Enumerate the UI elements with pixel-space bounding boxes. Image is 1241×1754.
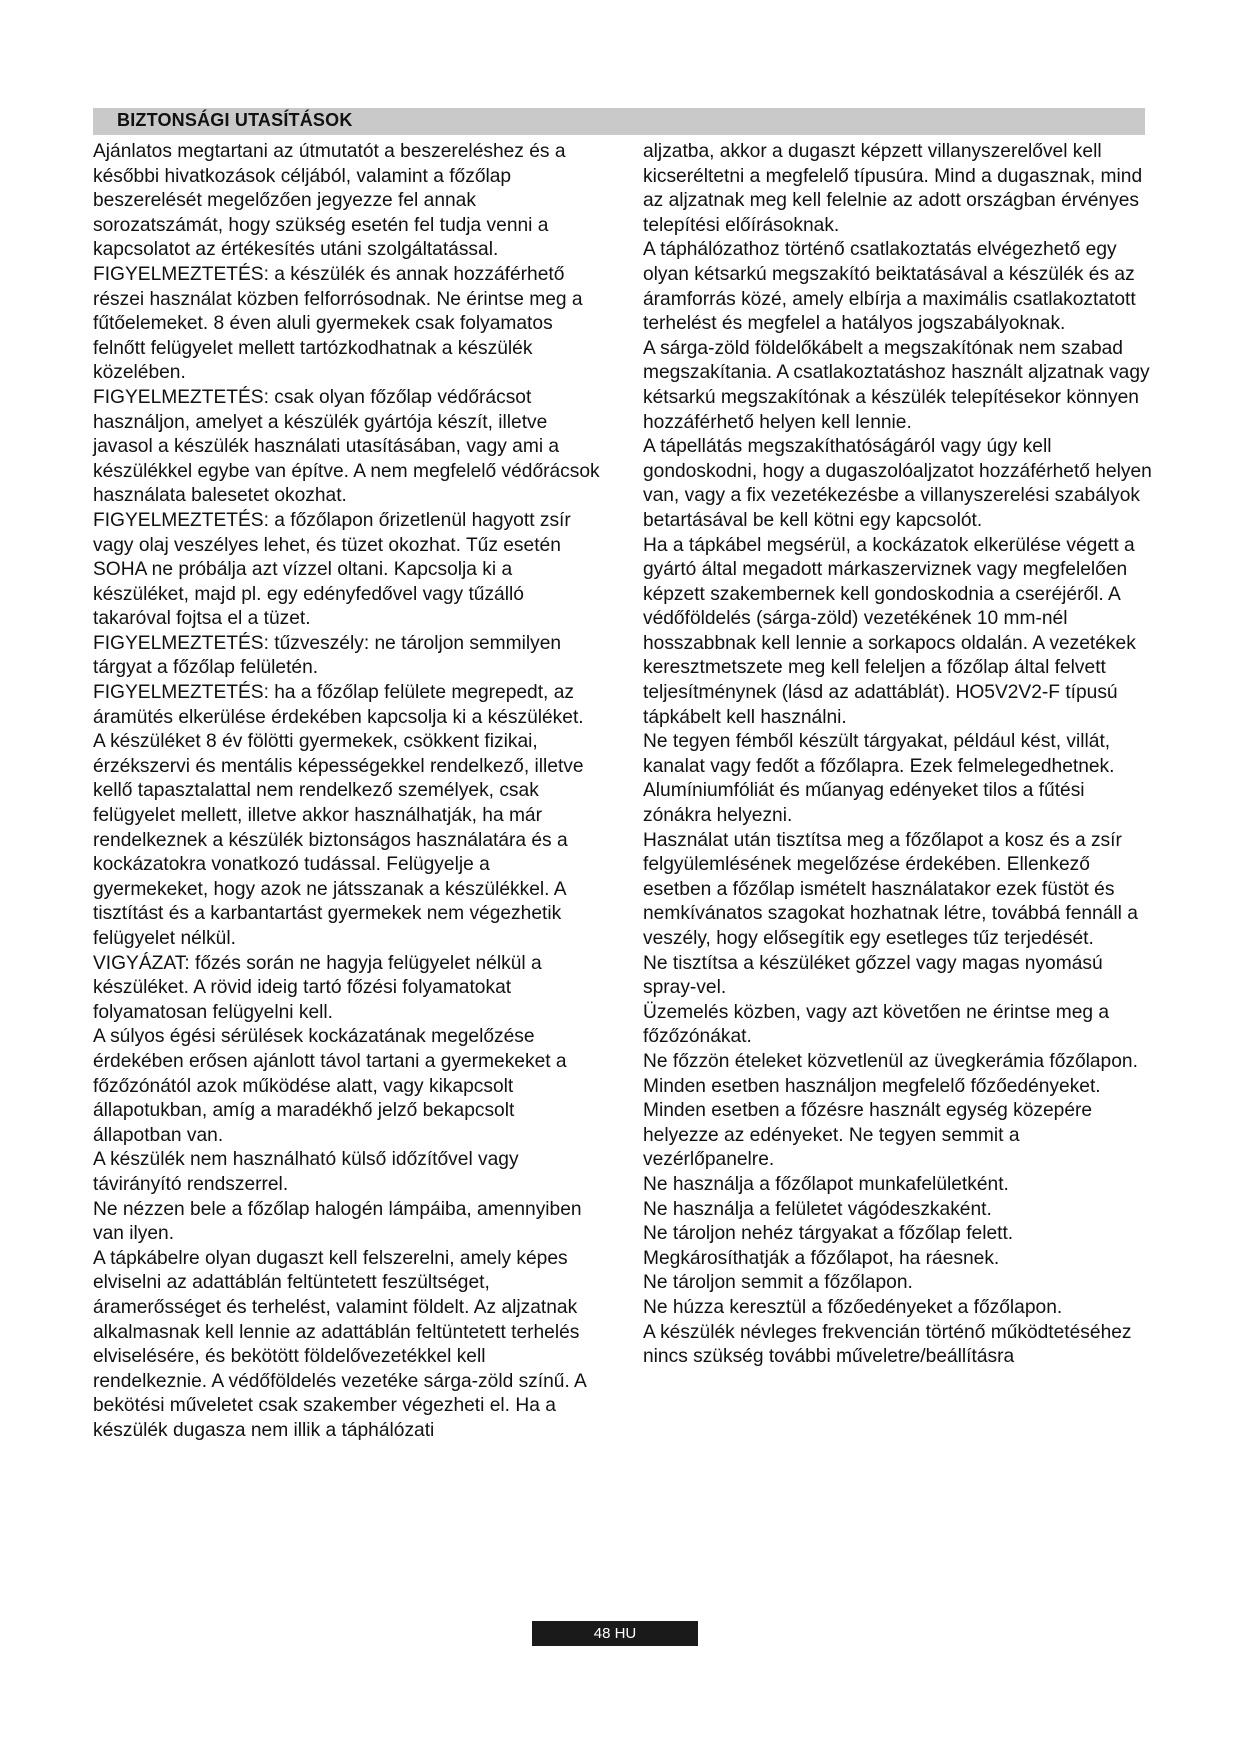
paragraph: A készülék névleges frekvencián történő működtetéséhez nincs szükség további műveletre/beállításra	[643, 1321, 1132, 1368]
paragraph: A súlyos égési sérülések kockázatának megelőzése érdekében erősen ajánlott távol tartani a gyermekeket a főzőzónától azok működése alatt, vagy kikapcsolt állapotukban, amíg a maradékhő jelző bekapcsolt állapotban van.	[93, 1026, 567, 1146]
paragraph: Üzemelés közben, vagy azt követően ne érintse meg a főzőzónákat.	[643, 1001, 1110, 1048]
paragraph: FIGYELMEZTETÉS: tűzveszély: ne tároljon semmilyen tárgyat a főzőlap felületén.	[93, 632, 562, 679]
paragraph: A tápellátás megszakíthatóságáról vagy úgy kell gondoskodni, hogy a dugaszolóaljzatot hozzáférhető helyen van, vagy a fix vezetékezésbe a villanyszerelési szabályok betartásával be kell kötni egy kapcsolót.	[643, 436, 1152, 531]
paragraph: A táphálózathoz történő csatlakoztatás elvégezhető egy olyan kétsarkú megszakító beiktatásával a készülék és az áramforrás közé, amely elbírja a maximális csatlakoztatott terhelést és megfelel a hatályos jogszabályoknak.	[643, 239, 1136, 335]
paragraph: aljzatba, akkor a dugaszt képzett villanyszerelővel kell kicseréltetni a megfelelő típusúra. Mind a dugasznak, mind az aljzatnak meg kell felelnie az adott országban érvényes telepítési előírásoknak.	[643, 141, 1143, 236]
paragraph: A sárga-zöld földelőkábelt a megszakítónak nem szabad megszakítania. A csatlakoztatáshoz használt aljzatnak vagy kétsarkú megszakítónak a készülék telepítésekor könnyen hozzáférhető helyen kell lennie.	[643, 337, 1150, 433]
paragraph: Ha a tápkábel megsérül, a kockázatok elkerülése végett a gyártó által megadott márkaszerviznek vagy megfelelően képzett szakembernek kell gondoskodnia a cseréjéről. A védőföldelés (sárga-zöld) vezetékének 10 mm-nél hosszabbnak kell lennie a sorkapocs oldalán. A vezetékek keresztmetszete meg kell feleljen a főzőlap által felvett teljesítménynek (lásd az adattáblát). HO5V2V2-F típusú tápkábelt kell használni.	[643, 534, 1136, 728]
paragraph: Ne tároljon nehéz tárgyakat a főzőlap felett. Megkárosíthatják a főzőlapot, ha ráesnek.	[643, 1223, 1014, 1269]
paragraph: Ne használja a főzőlapot munkafelületként.	[643, 1173, 1009, 1195]
section-header-bar	[93, 108, 1145, 135]
paragraph: Ne húzza keresztül a főzőedényeket a főzőlapon.	[643, 1296, 1063, 1318]
paragraph: VIGYÁZAT: főzés során ne hagyja felügyelet nélkül a készüléket. A rövid ideig tartó főzési folyamatokat folyamatosan felügyelni kell.	[93, 952, 542, 1023]
paragraph: FIGYELMEZTETÉS: a készülék és annak hozzáférhető részei használat közben felforrósodnak. Ne érintse meg a fűtőelemeket. 8 éven aluli gyermekek csak folyamatos felnőtt felügyelet mellett tartózkodhatnak a készülék közelében.	[93, 263, 583, 384]
paragraph: Alumíniumfóliát és műanyag edényeket tilos a fűtési zónákra helyezni.	[643, 780, 1085, 827]
left-column	[93, 140, 603, 1443]
paragraph: FIGYELMEZTETÉS: ha a főzőlap felülete megrepedt, az áramütés elkerülése érdekében kapcsolja ki a készüléket.	[93, 682, 584, 728]
paragraph: FIGYELMEZTETÉS: a főzőlapon őrizetlenül hagyott zsír vagy olaj veszélyes lehet, és tüzet okozhat. Tűz esetén SOHA ne próbálja azt vízzel oltani. Kapcsolja ki a készüléket, majd pl. egy edényfedővel vagy tűzálló takaróval fojtsa el a tüzet.	[93, 509, 571, 630]
paragraph: Ne használja a felületet vágódeszkaként.	[643, 1198, 992, 1220]
paragraph: Ne főzzön ételeket közvetlenül az üvegkerámia főzőlapon.	[643, 1050, 1138, 1072]
right-column	[643, 140, 1153, 1370]
paragraph: Ne tároljon semmit a főzőlapon.	[643, 1272, 913, 1294]
page-number-footer: 48 HU	[532, 1621, 698, 1646]
paragraph: A készüléket 8 év fölötti gyermekek, csökkent fizikai, érzékszervi és mentális képességekkel rendelkező, illetve kellő tapasztalattal nem rendelkező személyek, csak felügyelet mellett, illetve akkor használhatják, ha már rendelkeznek a készülék biztonságos használatára és a kockázatokra vonatkozó tudással. Felügyelje a gyermekeket, hogy azok ne játsszanak a készülékkel. A tisztítást és a karbantartást gyermekek nem végezhetik felügyelet nélkül.	[93, 731, 584, 949]
paragraph: Használat után tisztítsa meg a főzőlapot a kosz és a zsír felgyülemlésének megelőzése érdekében. Ellenkező esetben a főzőlap ismételt használatakor ezek füstöt és nemkívánatos szagokat hozhatnak létre, továbbá fennáll a veszély, hogy elősegítik egy esetleges tűz terjedését.	[643, 829, 1138, 949]
paragraph: Ne tegyen fémből készült tárgyakat, például kést, villát, kanalat vagy fedőt a főzőlapra. Ezek felmelegedhetnek.	[643, 731, 1115, 777]
paragraph: Minden esetben használjon megfelelő főzőedényeket.	[643, 1075, 1101, 1097]
paragraph: Minden esetben a főzésre használt egység közepére helyezze az edényeket. Ne tegyen semmit a vezérlőpanelre.	[643, 1100, 1093, 1171]
paragraph: Ne nézzen bele a főzőlap halogén lámpáiba, amennyiben van ilyen.	[93, 1198, 582, 1245]
paragraph: A készülék nem használható külső időzítővel vagy távirányító rendszerrel.	[93, 1149, 519, 1195]
paragraph: Ne tisztítsa a készüléket gőzzel vagy magas nyomású spray-vel.	[643, 952, 1103, 999]
paragraph: Ajánlatos megtartani az útmutatót a beszereléshez és a későbbi hivatkozások céljából, valamint a főzőlap beszerelését megelőzően jegyezze fel annak sorozatszámát, hogy szükség esetén fel tudja venni a kapcsolatot az értékesítés utáni szolgáltatással.	[93, 141, 566, 261]
paragraph: A tápkábelre olyan dugaszt kell felszerelni, amely képes elviselni az adattáblán feltüntetett feszültséget, áramerősséget és terhelést, valamint földelt. Az aljzatnak alkalmasnak kell lennie az adattáblán feltüntetett terhelés elviselésére, és bekötött földelővezetékkel kell rendelkeznie. A védőföldelés vezetéke sárga-zöld színű. A bekötési műveletet csak szakember végezheti el. Ha a készülék dugasza nem illik a táphálózati	[93, 1247, 586, 1441]
paragraph: FIGYELMEZTETÉS: csak olyan főzőlap védőrácsot használjon, amelyet a készülék gyártója készít, illetve javasol a készülék használati utasításában, vagy ami a készülékkel egybe van építve. A nem megfelelő védőrácsok használata balesetet okozhat.	[93, 386, 600, 507]
section-title: BIZTONSÁGI UTASÍTÁSOK	[117, 110, 353, 130]
